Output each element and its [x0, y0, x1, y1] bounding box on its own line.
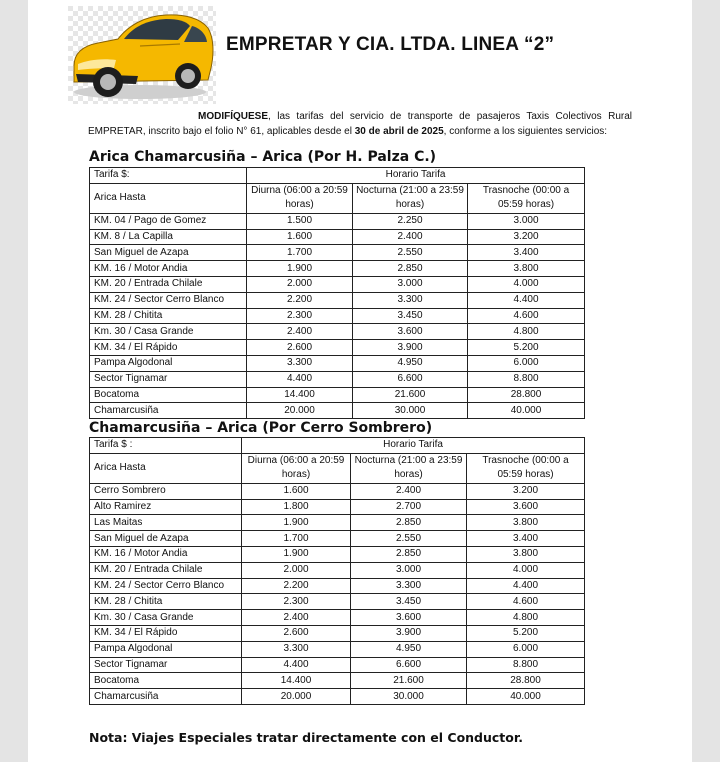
nocturna-fare-cell: 2.550 [351, 531, 467, 547]
trasnoche-fare-cell: 5.200 [467, 625, 585, 641]
route-2-rate-table [89, 437, 585, 705]
diurna-fare-cell: 20.000 [247, 403, 353, 419]
nocturna-fare-cell: 2.400 [351, 483, 467, 499]
nocturna-fare-cell: 2.850 [353, 261, 468, 277]
trasnoche-fare-cell: 8.800 [467, 657, 585, 673]
nocturna-fare-cell: 30.000 [353, 403, 468, 419]
nocturna-fare-cell: 2.250 [353, 213, 468, 229]
destination-cell: Bocatoma [90, 673, 242, 689]
nocturna-fare-cell: 3.900 [353, 340, 468, 356]
table-row [90, 610, 585, 626]
table-row [90, 324, 585, 340]
intro-lead: MODIFÍQUESE [198, 111, 269, 122]
destination-cell: Alto Ramirez [90, 499, 242, 515]
nocturna-fare-cell: 2.850 [351, 546, 467, 562]
horario-label: Horario Tarifa [247, 168, 585, 184]
destination-cell: KM. 24 / Sector Cerro Blanco [90, 578, 242, 594]
origin-label: Arica Hasta [90, 453, 242, 483]
route-1-rate-table [89, 167, 585, 419]
diurna-fare-cell: 1.600 [247, 229, 353, 245]
table-row [90, 625, 585, 641]
nocturna-fare-cell: 2.700 [351, 499, 467, 515]
destination-cell: KM. 16 / Motor Andia [90, 261, 247, 277]
intro-paragraph [88, 109, 632, 139]
nocturna-fare-cell: 3.450 [353, 308, 468, 324]
tarifa-label: Tarifa $ : [90, 438, 242, 454]
table-row [90, 531, 585, 547]
table-row [90, 689, 585, 705]
destination-cell: Pampa Algodonal [90, 355, 247, 371]
trasnoche-fare-cell: 40.000 [468, 403, 585, 419]
company-title: EMPRETAR Y CIA. LTDA. LINEA “2” [226, 34, 555, 55]
intro-text-1: , las tarifas del servicio de transporte de pasajeros Taxis Colectivos Rural EMPRETAR, inscrito bajo el folio N° 61, aplicables desde el [88, 111, 632, 137]
diurna-fare-cell: 4.400 [247, 371, 353, 387]
table-row [90, 499, 585, 515]
diurna-fare-cell: 1.900 [247, 261, 353, 277]
trasnoche-fare-cell: 28.800 [467, 673, 585, 689]
nocturna-fare-cell: 3.600 [351, 610, 467, 626]
table-row [90, 546, 585, 562]
table-row [90, 483, 585, 499]
trasnoche-fare-cell: 6.000 [467, 641, 585, 657]
trasnoche-fare-cell: 4.800 [467, 610, 585, 626]
diurna-fare-cell: 2.200 [242, 578, 351, 594]
trasnoche-fare-cell: 5.200 [468, 340, 585, 356]
column-header-diurna: Diurna (06:00 a 20:59 horas) [247, 183, 353, 213]
nocturna-fare-cell: 3.000 [351, 562, 467, 578]
yellow-taxi-car-icon [68, 6, 216, 104]
trasnoche-fare-cell: 4.400 [467, 578, 585, 594]
diurna-fare-cell: 20.000 [242, 689, 351, 705]
diurna-fare-cell: 14.400 [242, 673, 351, 689]
destination-cell: Bocatoma [90, 387, 247, 403]
trasnoche-fare-cell: 28.800 [468, 387, 585, 403]
route-1-title: Arica Chamarcusiña – Arica (Por H. Palza C.) [89, 149, 437, 165]
trasnoche-fare-cell: 3.800 [467, 546, 585, 562]
diurna-fare-cell: 2.000 [247, 276, 353, 292]
intro-text-2: , conforme a los siguientes servicios: [443, 126, 608, 137]
trasnoche-fare-cell: 4.400 [468, 292, 585, 308]
tarifa-label: Tarifa $: [90, 168, 247, 184]
trasnoche-fare-cell: 4.000 [468, 276, 585, 292]
destination-cell: Km. 30 / Casa Grande [90, 324, 247, 340]
destination-cell: Cerro Sombrero [90, 483, 242, 499]
diurna-fare-cell: 1.900 [242, 515, 351, 531]
diurna-fare-cell: 1.700 [242, 531, 351, 547]
table-row [90, 261, 585, 277]
table-row [90, 594, 585, 610]
column-header-nocturna: Nocturna (21:00 a 23:59 horas) [353, 183, 468, 213]
diurna-fare-cell: 1.700 [247, 245, 353, 261]
diurna-fare-cell: 2.000 [242, 562, 351, 578]
diurna-fare-cell: 1.900 [242, 546, 351, 562]
destination-cell: KM. 8 / La Capilla [90, 229, 247, 245]
nocturna-fare-cell: 2.550 [353, 245, 468, 261]
nocturna-fare-cell: 4.950 [351, 641, 467, 657]
destination-cell: San Miguel de Azapa [90, 531, 242, 547]
nocturna-fare-cell: 3.300 [351, 578, 467, 594]
column-header-trasnoche: Trasnoche (00:00 a 05:59 horas) [467, 453, 585, 483]
table-row [90, 403, 585, 419]
diurna-fare-cell: 3.300 [247, 355, 353, 371]
destination-cell: Pampa Algodonal [90, 641, 242, 657]
trasnoche-fare-cell: 4.600 [468, 308, 585, 324]
table-row [90, 355, 585, 371]
diurna-fare-cell: 2.400 [247, 324, 353, 340]
table-row [90, 292, 585, 308]
destination-cell: Chamarcusiña [90, 403, 247, 419]
diurna-fare-cell: 2.300 [242, 594, 351, 610]
document-page [28, 0, 692, 762]
destination-cell: Chamarcusiña [90, 689, 242, 705]
nocturna-fare-cell: 21.600 [353, 387, 468, 403]
nocturna-fare-cell: 3.000 [353, 276, 468, 292]
table-row [90, 578, 585, 594]
origin-label: Arica Hasta [90, 183, 247, 213]
table-row [90, 340, 585, 356]
diurna-fare-cell: 1.800 [242, 499, 351, 515]
nocturna-fare-cell: 4.950 [353, 355, 468, 371]
nocturna-fare-cell: 6.600 [353, 371, 468, 387]
trasnoche-fare-cell: 4.800 [468, 324, 585, 340]
column-header-nocturna: Nocturna (21:00 a 23:59 horas) [351, 453, 467, 483]
column-header-trasnoche: Trasnoche (00:00 a 05:59 horas) [468, 183, 585, 213]
destination-cell: KM. 16 / Motor Andia [90, 546, 242, 562]
diurna-fare-cell: 4.400 [242, 657, 351, 673]
table-row [90, 245, 585, 261]
destination-cell: KM. 20 / Entrada Chilale [90, 562, 242, 578]
table-row [90, 673, 585, 689]
destination-cell: Km. 30 / Casa Grande [90, 610, 242, 626]
destination-cell: KM. 20 / Entrada Chilale [90, 276, 247, 292]
table-row [90, 371, 585, 387]
trasnoche-fare-cell: 4.600 [467, 594, 585, 610]
diurna-fare-cell: 2.300 [247, 308, 353, 324]
trasnoche-fare-cell: 6.000 [468, 355, 585, 371]
destination-cell: KM. 28 / Chitita [90, 594, 242, 610]
table-row [90, 213, 585, 229]
diurna-fare-cell: 3.300 [242, 641, 351, 657]
destination-cell: Sector Tignamar [90, 371, 247, 387]
nocturna-fare-cell: 2.400 [353, 229, 468, 245]
diurna-fare-cell: 2.400 [242, 610, 351, 626]
table-row [90, 515, 585, 531]
trasnoche-fare-cell: 4.000 [467, 562, 585, 578]
nocturna-fare-cell: 30.000 [351, 689, 467, 705]
trasnoche-fare-cell: 3.600 [467, 499, 585, 515]
destination-cell: KM. 34 / El Rápido [90, 625, 242, 641]
nocturna-fare-cell: 3.450 [351, 594, 467, 610]
diurna-fare-cell: 2.600 [242, 625, 351, 641]
destination-cell: KM. 04 / Pago de Gomez [90, 213, 247, 229]
diurna-fare-cell: 2.600 [247, 340, 353, 356]
route-1-rate-body [90, 168, 585, 419]
trasnoche-fare-cell: 3.800 [467, 515, 585, 531]
table-row [90, 229, 585, 245]
trasnoche-fare-cell: 3.200 [468, 229, 585, 245]
destination-cell: Sector Tignamar [90, 657, 242, 673]
trasnoche-fare-cell: 3.400 [467, 531, 585, 547]
route-2-rate-body [90, 438, 585, 705]
trasnoche-fare-cell: 3.000 [468, 213, 585, 229]
trasnoche-fare-cell: 3.800 [468, 261, 585, 277]
destination-cell: KM. 24 / Sector Cerro Blanco [90, 292, 247, 308]
nocturna-fare-cell: 3.300 [353, 292, 468, 308]
column-header-diurna: Diurna (06:00 a 20:59 horas) [242, 453, 351, 483]
table-header-row [90, 168, 585, 184]
nocturna-fare-cell: 2.850 [351, 515, 467, 531]
table-row [90, 276, 585, 292]
table-row [90, 562, 585, 578]
table-row [90, 387, 585, 403]
destination-cell: KM. 34 / El Rápido [90, 340, 247, 356]
table-row [90, 657, 585, 673]
horario-label: Horario Tarifa [242, 438, 585, 454]
trasnoche-fare-cell: 3.200 [467, 483, 585, 499]
destination-cell: San Miguel de Azapa [90, 245, 247, 261]
trasnoche-fare-cell: 3.400 [468, 245, 585, 261]
special-trips-note: Nota: Viajes Especiales tratar directamente con el Conductor. [89, 730, 524, 745]
trasnoche-fare-cell: 40.000 [467, 689, 585, 705]
table-header-row [90, 453, 585, 483]
table-row [90, 641, 585, 657]
destination-cell: KM. 28 / Chitita [90, 308, 247, 324]
table-header-row [90, 183, 585, 213]
diurna-fare-cell: 2.200 [247, 292, 353, 308]
destination-cell: Las Maitas [90, 515, 242, 531]
nocturna-fare-cell: 3.900 [351, 625, 467, 641]
diurna-fare-cell: 1.500 [247, 213, 353, 229]
nocturna-fare-cell: 6.600 [351, 657, 467, 673]
trasnoche-fare-cell: 8.800 [468, 371, 585, 387]
route-2-title: Chamarcusiña – Arica (Por Cerro Sombrero) [89, 420, 433, 436]
nocturna-fare-cell: 3.600 [353, 324, 468, 340]
table-header-row [90, 438, 585, 454]
diurna-fare-cell: 1.600 [242, 483, 351, 499]
diurna-fare-cell: 14.400 [247, 387, 353, 403]
intro-date: 30 de abril de 2025 [354, 126, 444, 137]
table-row [90, 308, 585, 324]
nocturna-fare-cell: 21.600 [351, 673, 467, 689]
